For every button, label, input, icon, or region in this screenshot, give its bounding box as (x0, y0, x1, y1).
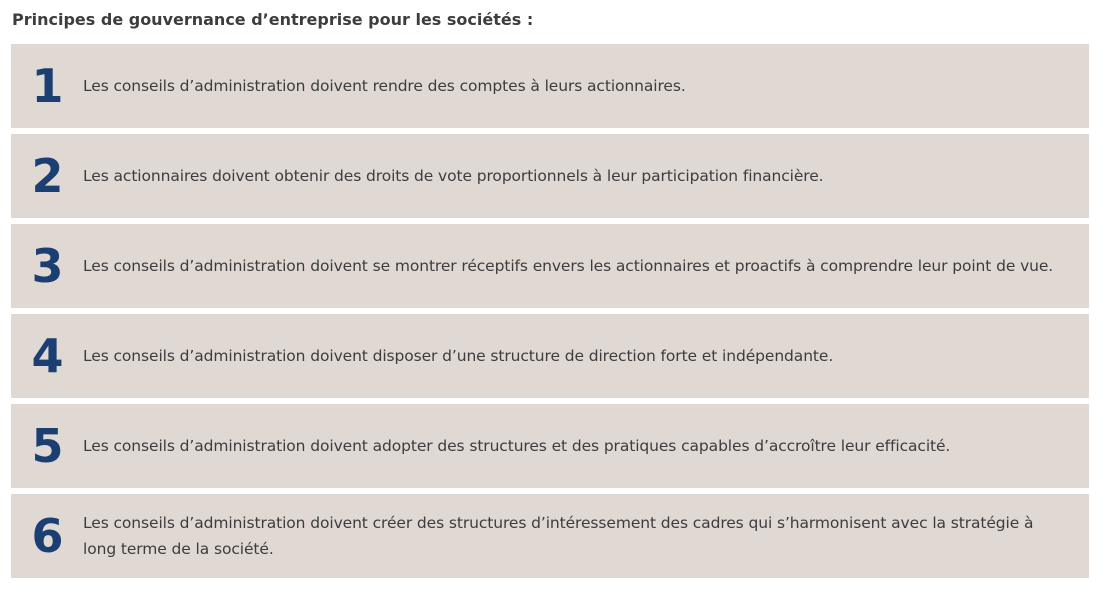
principle-number: 2 (31, 149, 63, 203)
principle-item-1 (11, 44, 1089, 128)
principle-number: 3 (31, 239, 63, 293)
document-page (11, 0, 1089, 578)
page-title: Principes de gouvernance d’entreprise pour les sociétés : (12, 10, 534, 29)
principle-text: Les conseils d’administration doivent rendre des comptes à leurs actionnaires. (83, 77, 686, 95)
principle-item-5 (11, 404, 1089, 488)
principle-text: Les actionnaires doivent obtenir des droits de vote proportionnels à leur participation financière. (83, 167, 824, 185)
principle-item-3 (11, 224, 1089, 308)
principle-text: Les conseils d’administration doivent adopter des structures et des pratiques capables d’accroître leur efficacité. (83, 437, 951, 455)
principle-number: 1 (31, 59, 63, 113)
principle-item-2 (11, 134, 1089, 218)
principle-text: Les conseils d’administration doivent se montrer réceptifs envers les actionnaires et proactifs à comprendre leur point de vue. (83, 257, 1054, 275)
principle-item-6 (11, 494, 1089, 578)
principle-number: 5 (31, 419, 63, 473)
principle-number: 6 (31, 509, 63, 563)
principles-list (11, 44, 1089, 578)
principle-text: Les conseils d’administration doivent créer des structures d’intéressement des cadres qui s’harmonisent avec la stratégie à long terme de la société. (83, 514, 1034, 558)
principle-text: Les conseils d’administration doivent disposer d’une structure de direction forte et indépendante. (83, 347, 834, 365)
principle-item-4 (11, 314, 1089, 398)
principle-number: 4 (31, 329, 63, 383)
